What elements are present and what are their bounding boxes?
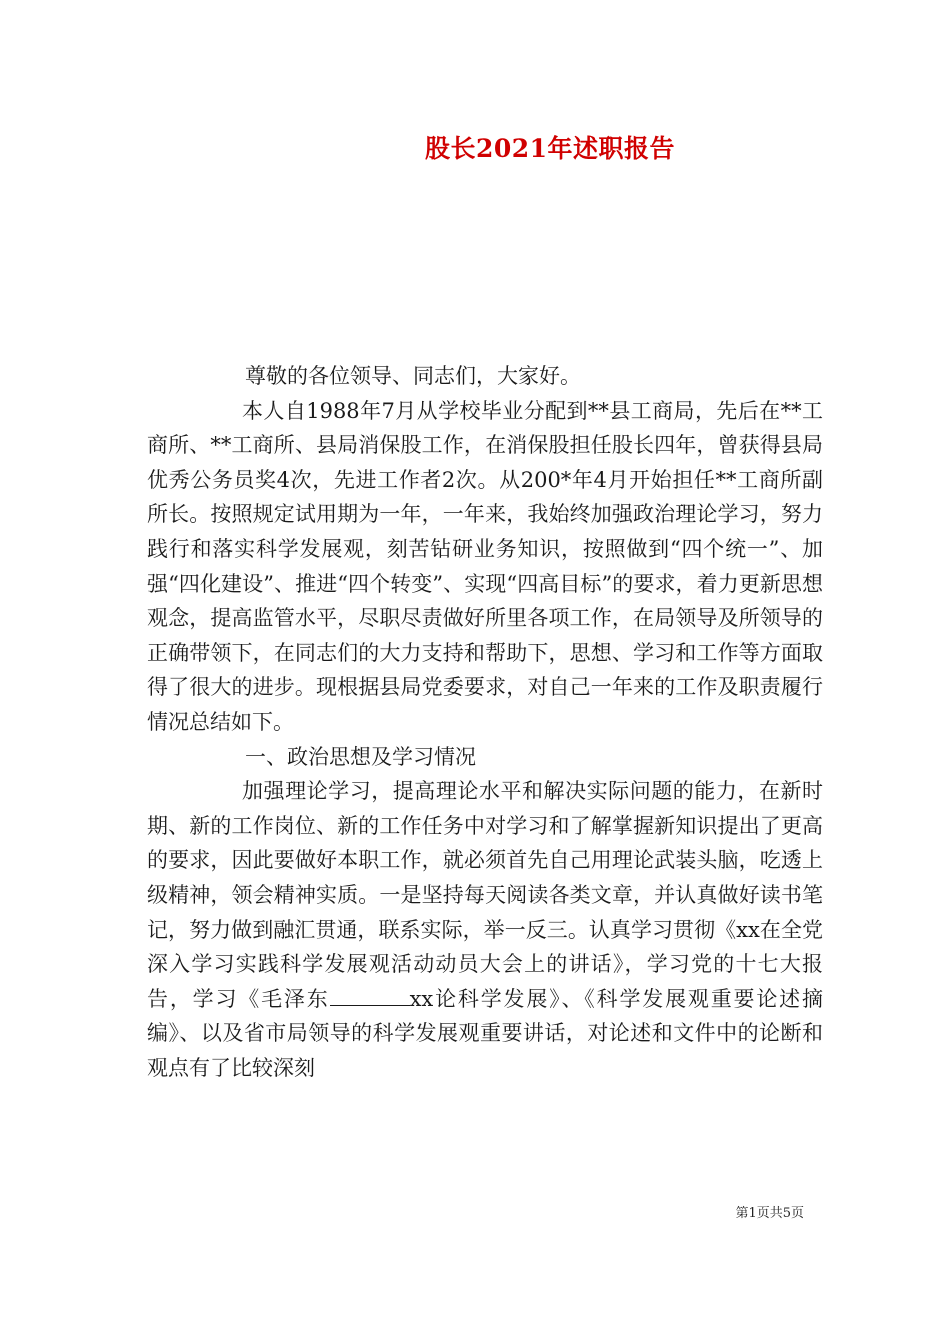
document-title: 股长2021年述职报告 [424,134,676,163]
blank-underline [330,987,410,1006]
study-paragraph [147,774,823,1085]
page-number-footer: 第1页共5页 [735,1206,804,1221]
study-paragraph-text-1: 加强理论学习，提高理论水平和解决实际问题的能力，在新时期、新的工作岗位、新的工作任务中对学习和了解掌握新知识提出了更高的要求，因此要做好本职工作，就必须首先自己用理论武装头脑，吃透上级精神，领会精神实质。一是坚持每天阅读各类文章，并认真做好读书笔记，努力做到融汇贯通，联系实际，举一反三。认真学习贯彻《xx在全党深入学习实践科学发展观活动动员大会上的讲话》，学习党的十七大报告，学习《毛泽东 [147,779,823,1011]
greeting-paragraph: 尊敬的各位领导、同志们，大家好。 [245,364,581,388]
document-body [147,359,823,1085]
study-paragraph-text-2: xx论科学发展》、《科学发展观重要论述摘编》、以及省市局领导的科学发展观重要讲话，对论述和文件中的论断和观点有了比较深刻 [147,986,824,1080]
intro-paragraph: 本人自1988年7月从学校毕业分配到**县工商局，先后在**工商所、**工商所、县局消保股工作，在消保股担任股长四年，曾获得县局优秀公务员奖4次，先进工作者2次。从200*年4月开始担任**工商所副所长。按照规定试用期为一年，一年来，我始终加强政治理论学习，努力践行和落实科学发展观，刻苦钻研业务知识，按照做到“四个统一”、加强“四化建设”、推进“四个转变”、实现“四高目标”的要求，着力更新思想观念，提高监管水平，尽职尽责做好所里各项工作，在局领导及所领导的正确带领下，在同志们的大力支持和帮助下，思想、学习和工作等方面取得了很大的进步。现根据县局党委要求，对自己一年来的工作及职责履行情况总结如下。 [147,398,823,734]
section-heading-political: 一、政治思想及学习情况 [245,744,476,769]
